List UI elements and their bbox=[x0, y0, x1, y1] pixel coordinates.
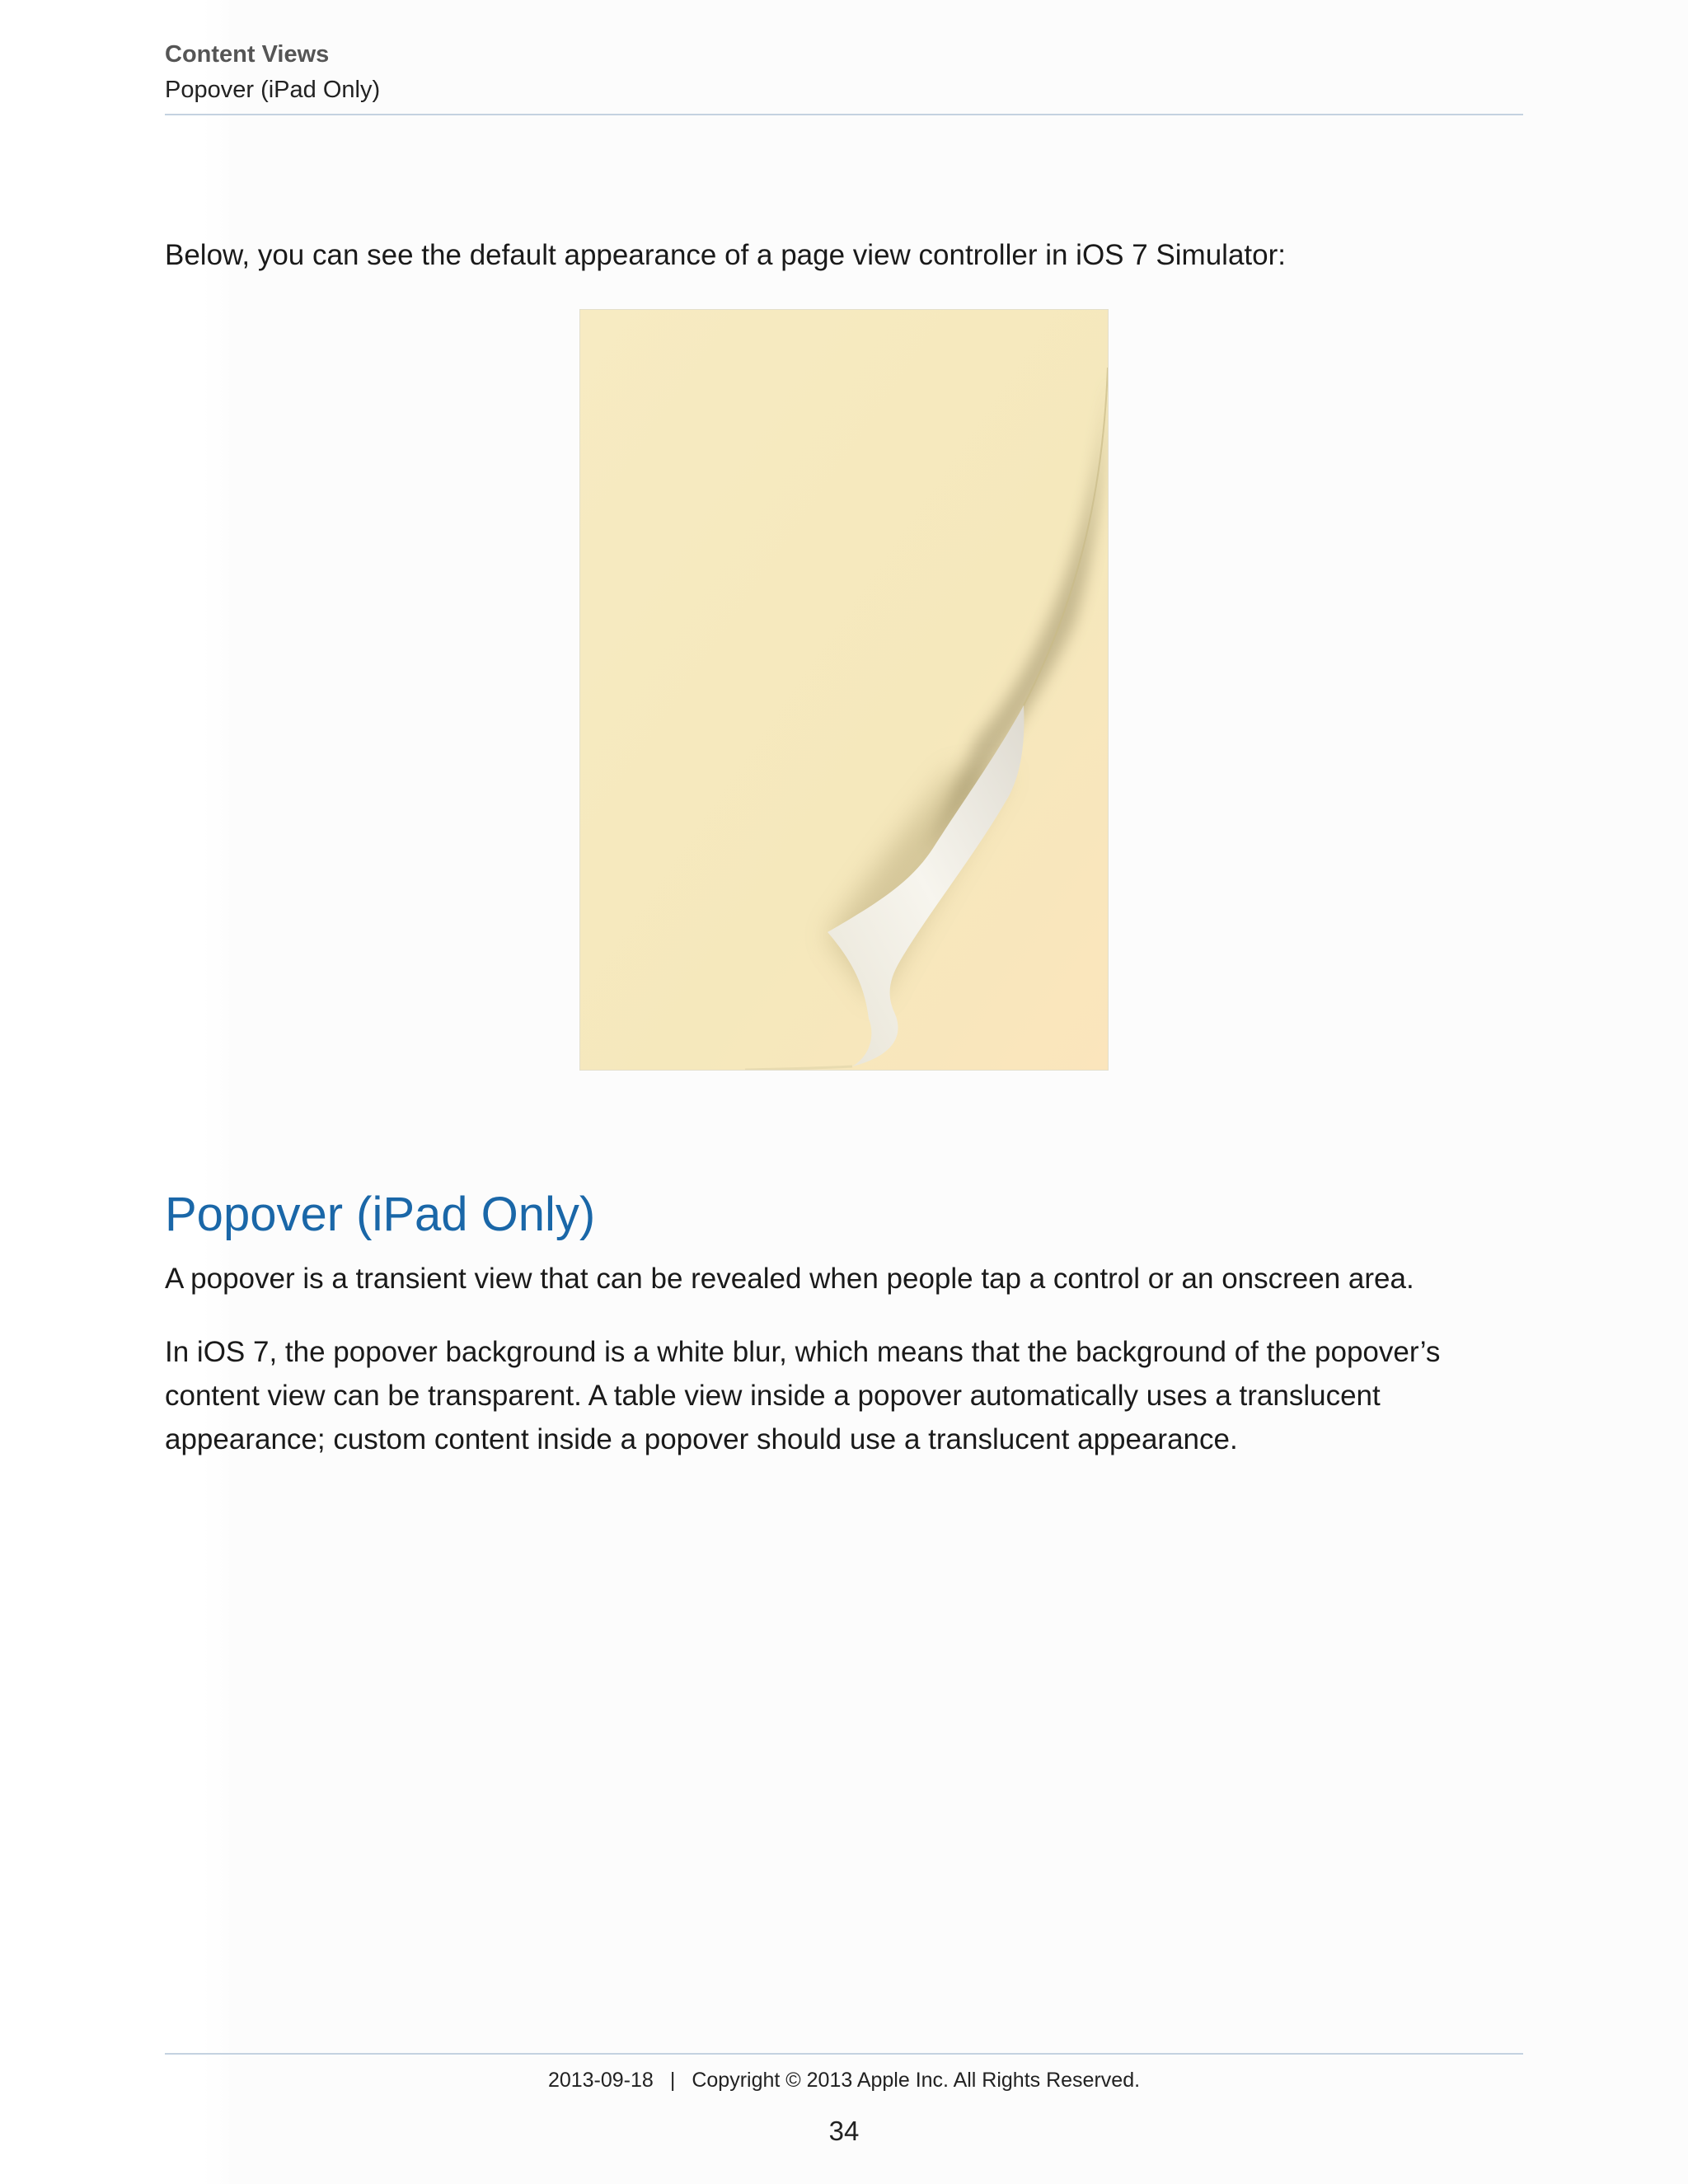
body-paragraph: In iOS 7, the popover background is a white blur, which means that the background of the popover’s content view can be transparent. A table view inside a popover automatically uses a translucent appearance; custom content inside a popover should use a translucent appearance. bbox=[165, 1336, 1441, 1455]
page-curl-screenshot bbox=[579, 309, 1109, 1071]
intro-paragraph: Below, you can see the default appearance of a page view controller in iOS 7 Simulator: bbox=[165, 239, 1286, 271]
page-number: 34 bbox=[828, 2116, 860, 2146]
section-heading: Popover (iPad Only) bbox=[165, 1188, 596, 1241]
footer-separator: | bbox=[669, 2069, 676, 2092]
footer-divider bbox=[165, 2053, 1523, 2055]
page-footer bbox=[0, 2064, 1688, 2097]
header-divider bbox=[165, 114, 1523, 115]
footer-copyright: Copyright © 2013 Apple Inc. All Rights Reserved. bbox=[692, 2069, 1141, 2092]
body-paragraph: A popover is a transient view that can be revealed when people tap a control or an onscreen area. bbox=[165, 1263, 1414, 1295]
section-subtitle: Popover (iPad Only) bbox=[165, 77, 381, 103]
running-header bbox=[165, 38, 1523, 106]
chapter-title: Content Views bbox=[165, 41, 330, 68]
footer-date: 2013-09-18 bbox=[547, 2069, 654, 2092]
